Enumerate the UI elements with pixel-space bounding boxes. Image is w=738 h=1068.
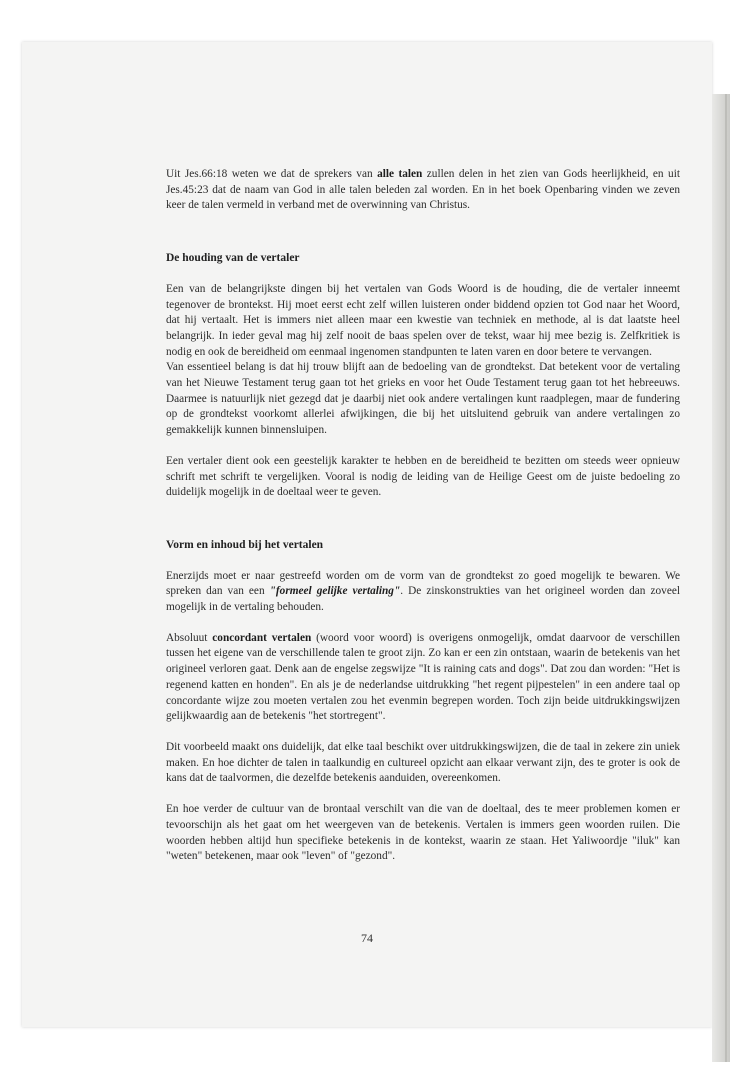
houding-paragraph-1: Een van de belangrijkste dingen bij het vertalen van Gods Woord is de houding, die de vertaler inneemt tegenover de brontekst. Hij moet eerst echt zelf willen luisteren onder biddend opzien tot God naar het Woord, dat hij vertaalt. Het is immers niet alleen maar een kwestie van techniek en methode, al is dat laatste heel belangrijk. In ieder geval mag hij zelf nooit de baas spelen over de tekst, waar hij mee bezig is. Zelfkritiek is nodig en ook de bereidheid om eenmaal ingenomen standpunten te laten varen en door betere te vervangen. xyxy=(166,282,680,358)
intro-bold-phrase: alle talen xyxy=(377,168,423,180)
intro-paragraph: Uit Jes.66:18 weten we dat de sprekers van alle talen zullen delen in het zien van Gods heerlijkheid, en uit Jes.45:23 dat de naam van God in alle talen beleden zal worden. En in het boek Openbaring vinden we zeven keer de talen vermeld in verband met de overwinning van Christus. xyxy=(166,168,680,212)
houding-paragraph-2: Van essentieel belang is dat hij trouw blijft aan de bedoeling van de grondtekst. Dat betekent voor de vertaling van het Nieuwe Testament terug gaan tot het grieks en voor het Oude Testament terug gaan tot het hebreeuws. Daarmee is natuurlijk niet gezegd dat je daarbij niet ook andere vertalingen kunt raadplegen, maar de fundering op de grondtekst voorkomt allerlei afwijkingen, die bij het uitsluitend gebruik van andere vertalingen zo gemakkelijk kunnen binnensluipen. xyxy=(166,361,680,437)
vorm-paragraph-3: Dit voorbeeld maakt ons duidelijk, dat elke taal beschikt over uitdrukkingswijzen, die de taal in zekere zin uniek maken. En hoe dichter de talen in taalkundig en cultureel opzicht aan elkaar verwant zijn, des te groter is ook de kans dat de taalvormen, die dezelfde betekenis aanduiden, overeenkomen. xyxy=(166,740,680,785)
page-edge-line xyxy=(725,94,727,1062)
houding-paragraph-3: Een vertaler dient ook een geestelijk karakter te hebben en de bereidheid te bezitten om steeds weer opnieuw schrift met schrift te vergelijken. Vooral is nodig de leiding van de Heilige Geest om de juiste bedoeling zo duidelijk mogelijk in de doeltaal weer te geven. xyxy=(166,454,680,499)
book-page xyxy=(22,42,712,1027)
concordant-phrase: concordant vertalen xyxy=(212,631,312,644)
vorm-paragraph-1: Enerzijds moet er naar gestreefd worden om de vorm van de grondtekst zo goed mogelijk te bewaren. We spreken dan van een "formeel gelijke vertaling". De zinskonstrukties van het origineel worden dan zoveel mogelijk in de vertaling behouden. xyxy=(166,569,680,614)
formeel-gelijke-phrase: "formeel gelijke vertaling" xyxy=(269,585,401,598)
section-heading-vorm: Vorm en inhoud bij het vertalen xyxy=(166,538,324,551)
page-edge-shadow xyxy=(712,94,730,1062)
page-content xyxy=(166,167,680,865)
vorm-paragraph-4: En hoe verder de cultuur van de brontaal verschilt van die van de doeltaal, des te meer problemen komen er tevoorschijn als het gaat om het weergeven van de betekenis. Vertalen is immers geen woorden ruilen. Die woorden hebben altijd hun specifieke betekenis in de kontekst, waarin ze staan. Het Yaliwoordje "iluk" kan "weten" betekenen, maar ook "leven" of "gezond". xyxy=(166,803,680,863)
page-number: 74 xyxy=(361,931,373,945)
vorm-paragraph-2: Absoluut concordant vertalen (woord voor woord) is overigens onmogelijk, omdat daarvoor de verschillen tussen het eigene van de verschillende talen te groot zijn. Zo kan er een zin ontstaan, waarin de betekenis van het origineel verloren gaat. Denk aan de engelse zegswijze "It is raining cats and dogs". Dat zou dan worden: "Het is regenend katten en honden". En als je de nederlandse uitdrukking "het regent pijpestelen" in een andere taal op concordante wijze zou moeten vertalen zou het evenmin begrepen worden. Toch zijn beide uitdrukkingswijzen gelijkwaardig aan de betekenis "het stortregent". xyxy=(166,631,680,723)
section-heading-houding: De houding van de vertaler xyxy=(166,252,300,265)
